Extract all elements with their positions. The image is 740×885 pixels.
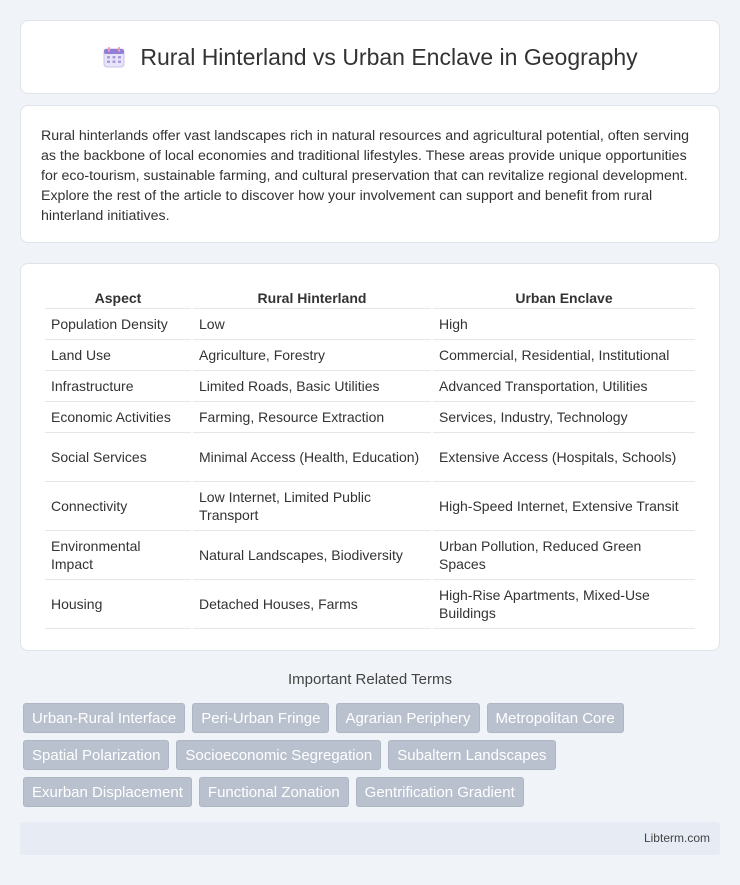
related-term-tag[interactable]: Gentrification Gradient bbox=[356, 777, 524, 807]
footer bbox=[20, 822, 720, 855]
table-cell: Connectivity bbox=[45, 482, 191, 531]
related-term-tag[interactable]: Metropolitan Core bbox=[487, 703, 624, 733]
title-card bbox=[20, 20, 720, 94]
table-row bbox=[45, 371, 695, 402]
table-cell: Farming, Resource Extraction bbox=[193, 402, 431, 433]
related-term-tag[interactable]: Spatial Polarization bbox=[23, 740, 169, 770]
related-term-tag[interactable]: Urban-Rural Interface bbox=[23, 703, 185, 733]
table-row bbox=[45, 531, 695, 580]
related-term-tag[interactable]: Agrarian Periphery bbox=[336, 703, 479, 733]
table-cell: Economic Activities bbox=[45, 402, 191, 433]
table-row bbox=[45, 309, 695, 340]
table-cell: Commercial, Residential, Institutional bbox=[433, 340, 695, 371]
table-row bbox=[45, 482, 695, 531]
table-cell: High bbox=[433, 309, 695, 340]
table-cell: Natural Landscapes, Biodiversity bbox=[193, 531, 431, 580]
page-title bbox=[102, 44, 637, 71]
table-row bbox=[45, 580, 695, 629]
comparison-table bbox=[43, 286, 697, 629]
table-cell: Population Density bbox=[45, 309, 191, 340]
related-term-tag[interactable]: Functional Zonation bbox=[199, 777, 349, 807]
table-row bbox=[45, 433, 695, 482]
table-cell: Services, Industry, Technology bbox=[433, 402, 695, 433]
table-cell: Low bbox=[193, 309, 431, 340]
intro-text: Rural hinterlands offer vast landscapes rich in natural resources and agricultural potential, often serving as the backbone of local economies and traditional lifestyles. These areas provide unique opportunities for eco-tourism, sustainable farming, and cultural preservation that can revitalize regional development. Explore the rest of the article to discover how your involvement can support and benefit from rural hinterland initiatives. bbox=[41, 128, 689, 224]
intro-card bbox=[20, 105, 720, 243]
table-cell: Urban Pollution, Reduced Green Spaces bbox=[433, 531, 695, 580]
related-term-tag[interactable]: Peri-Urban Fringe bbox=[192, 703, 329, 733]
related-term-tag[interactable]: Exurban Displacement bbox=[23, 777, 192, 807]
table-cell: Social Services bbox=[45, 433, 191, 482]
table-cell: Detached Houses, Farms bbox=[193, 580, 431, 629]
related-term-tag[interactable]: Socioeconomic Segregation bbox=[176, 740, 381, 770]
table-cell: Infrastructure bbox=[45, 371, 191, 402]
related-terms-title: Important Related Terms bbox=[288, 671, 452, 688]
column-header-aspect: Aspect bbox=[45, 286, 191, 309]
table-cell: Minimal Access (Health, Education) bbox=[193, 433, 431, 482]
column-header-urban: Urban Enclave bbox=[433, 286, 695, 309]
calendar-icon bbox=[102, 45, 126, 69]
comparison-table-card bbox=[20, 263, 720, 651]
related-terms-list bbox=[23, 703, 723, 807]
table-cell: Low Internet, Limited Public Transport bbox=[193, 482, 431, 531]
table-cell: Environmental Impact bbox=[45, 531, 191, 580]
page-title-text: Rural Hinterland vs Urban Enclave in Geography bbox=[140, 43, 638, 70]
table-row bbox=[45, 340, 695, 371]
table-row bbox=[45, 402, 695, 433]
related-term-tag[interactable]: Subaltern Landscapes bbox=[388, 740, 555, 770]
table-cell: High-Speed Internet, Extensive Transit bbox=[433, 482, 695, 531]
footer-brand[interactable]: Libterm.com bbox=[643, 831, 710, 845]
table-cell: Housing bbox=[45, 580, 191, 629]
table-cell: Extensive Access (Hospitals, Schools) bbox=[433, 433, 695, 482]
table-cell: Limited Roads, Basic Utilities bbox=[193, 371, 431, 402]
table-cell: Advanced Transportation, Utilities bbox=[433, 371, 695, 402]
table-cell: High-Rise Apartments, Mixed-Use Buildings bbox=[433, 580, 695, 629]
table-cell: Agriculture, Forestry bbox=[193, 340, 431, 371]
table-cell: Land Use bbox=[45, 340, 191, 371]
table-header-row bbox=[45, 286, 695, 309]
column-header-rural: Rural Hinterland bbox=[193, 286, 431, 309]
